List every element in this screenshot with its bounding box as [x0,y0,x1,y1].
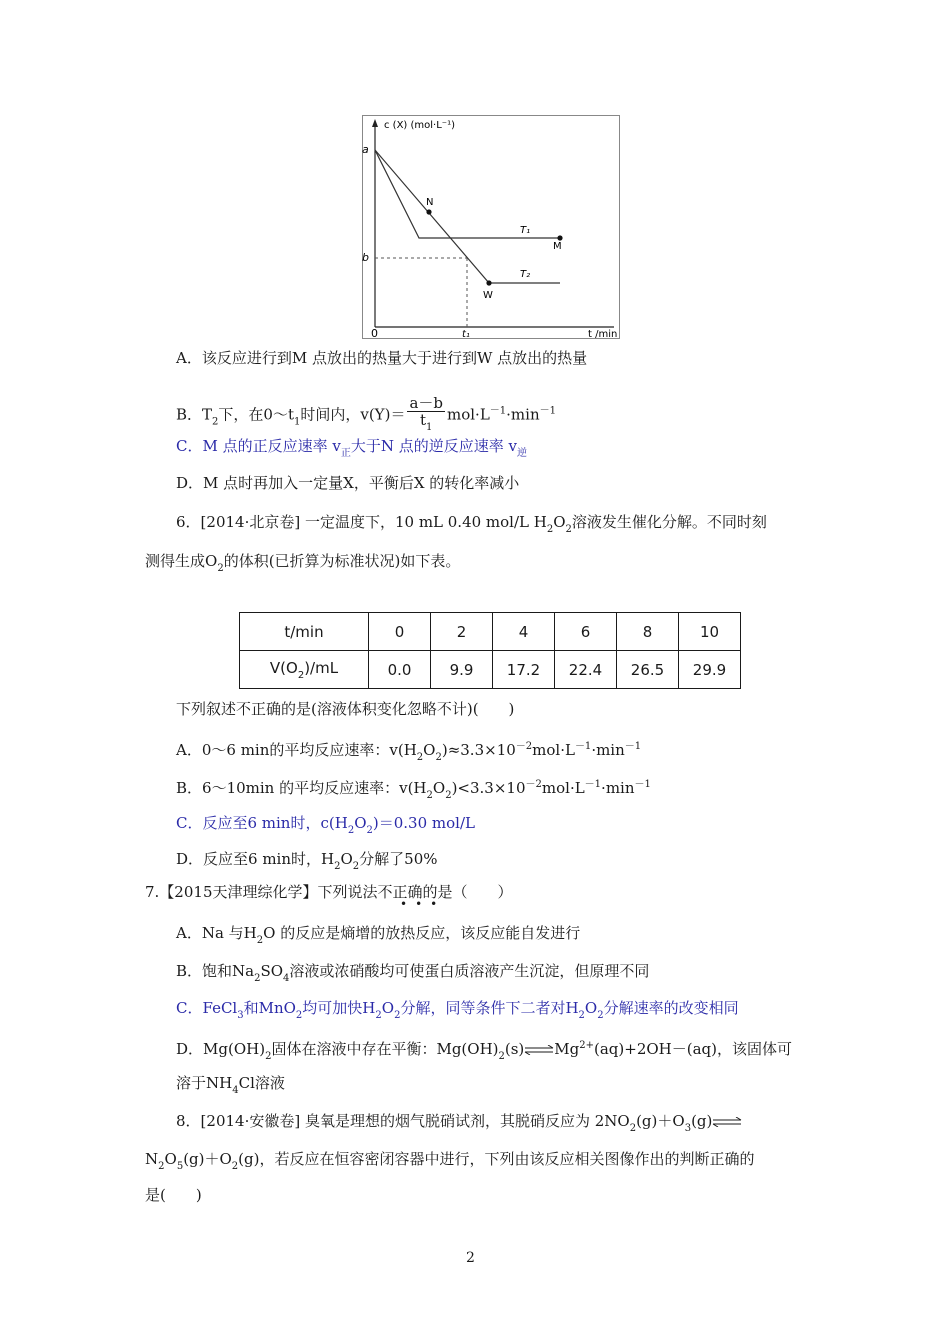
table-cell: 29.9 [679,651,741,689]
point-n [426,209,431,214]
table-cell: 6 [555,613,617,651]
q6-option-a: A．0～6 min的平均反应速率：$v(H_2O_2)\approx 3.3\times 10^{-2}mol\cdot L^{-1}\cdot\min^{-1}$ [176,741,642,763]
q8-stem-line2: $N_2O_5(g)+O_2(g)$，若反应在恒容密闭容器中进行，下列由该反应相关图像作出的判断正确的 [145,1150,755,1172]
q8-stem-line3: 是( ) [145,1186,202,1204]
concentration-time-chart [362,115,622,340]
x-axis-label: t /min [588,329,618,340]
equilibrium-arrow-icon [524,1045,554,1055]
label-t2: T₂ [520,269,531,280]
table-cell: 9.9 [431,651,493,689]
y-axis-label: c (X) (mol·L⁻¹) [384,120,455,131]
table-cell: 10 [679,613,741,651]
y-axis-arrow [372,119,378,127]
table-cell: 0.0 [369,651,431,689]
q7-option-d: D．$Mg(OH)_2$固体在溶液中存在平衡：$Mg(OH)_2(s)$ $Mg^{2+}(aq)+2OH-(aq)$，该固体可 [176,1040,792,1062]
table-header-cell: $V(O_2)/mL$ [240,651,369,689]
page-number: 2 [466,1250,475,1266]
q6-stem-line1: 6．[2014·北京卷] 一定温度下，10 mL 0.40 mol/L $H_2O_2$溶液发生催化分解。不同时刻 [176,513,767,535]
table-cell: 26.5 [617,651,679,689]
label-w: W [483,290,493,301]
q5-option-d: D．M 点时再加入一定量X，平衡后X 的转化率减小 [176,474,520,492]
q7-option-c: C．FeCl$_3$和MnO$_2$均可加快$H_2O_2$分解，同等条件下二者对$H_2O_2$分解速率的改变相同 [176,999,739,1021]
q7-option-a: A．Na 与$H_2O$ 的反应是熵增的放热反应，该反应能自发进行 [176,924,581,946]
point-m [557,235,562,240]
q6-option-b: B．6～10min 的平均反应速率：$v(H_2O_2)<3.3\times 10^{-2}mol\cdot L^{-1}\cdot\min^{-1}$ [176,779,651,801]
label-m: M [553,241,562,252]
origin-label: 0 [371,327,378,340]
q6-stem-line2: 测得生成$O_2$的体积(已折算为标准状况)如下表。 [145,552,461,574]
q6-option-c: C．反应至6 min时，$c(H_2O_2)=0.30$ mol/L [176,814,475,836]
q8-stem-line1: 8．[2014·安徽卷] 臭氧是理想的烟气脱硝试剂，其脱硝反应为 $2NO_2(g)+O_3(g)$ [176,1111,742,1139]
table-row [240,613,741,651]
q7-option-b: B．饱和$Na_2SO_4$溶液或浓硝酸均可使蛋白质溶液产生沉淀，但原理不同 [176,962,650,984]
rate-fraction: $\frac{a-b}{t_1}$ [409,394,443,433]
q5-option-a: A．该反应进行到M 点放出的热量大于进行到W 点放出的热量 [176,349,588,367]
q7-option-d-cont: 溶于$NH_4Cl$溶液 [176,1074,285,1096]
equilibrium-arrow-icon [712,1117,742,1127]
table-cell: 22.4 [555,651,617,689]
chart-frame [363,116,620,339]
series-t2-line [375,150,560,283]
y-tick-b: b [362,251,369,264]
q7-stem: 7.【2015天津理综化学】下列说法不正确的是（ ） [145,883,513,901]
chart-svg [362,115,622,340]
q6-option-d: D．反应至6 min时，$H_2O_2$分解了50% [176,850,438,872]
table-cell: 2 [431,613,493,651]
table-cell: 0 [369,613,431,651]
series-t1-line [375,150,560,238]
emphasis-dots: ••• [400,897,446,911]
q5-option-b: B．$T_2$下，在$0\sim t_1$时间内，v(Y)＝ $\frac{a-b}{t_1}$ $mol\cdot L^{-1}\cdot\min^{-1}$ [176,395,556,436]
table-cell: 4 [493,613,555,651]
q6-question: 下列叙述不正确的是(溶液体积变化忽略不计)( ) [176,700,515,718]
point-w [486,280,491,285]
x-tick-t1: t₁ [462,329,470,340]
o2-volume-table [239,612,741,689]
label-n: N [426,197,434,208]
table-row [240,651,741,689]
q5-option-c: C．M 点的正反应速率 $v_正$大于N 点的逆反应速率 $v_逆$ [176,437,527,459]
table-cell: 8 [617,613,679,651]
table-header-cell: t/min [240,613,369,651]
y-tick-a: a [362,143,369,156]
table-cell: 17.2 [493,651,555,689]
label-t1: T₁ [520,225,531,236]
